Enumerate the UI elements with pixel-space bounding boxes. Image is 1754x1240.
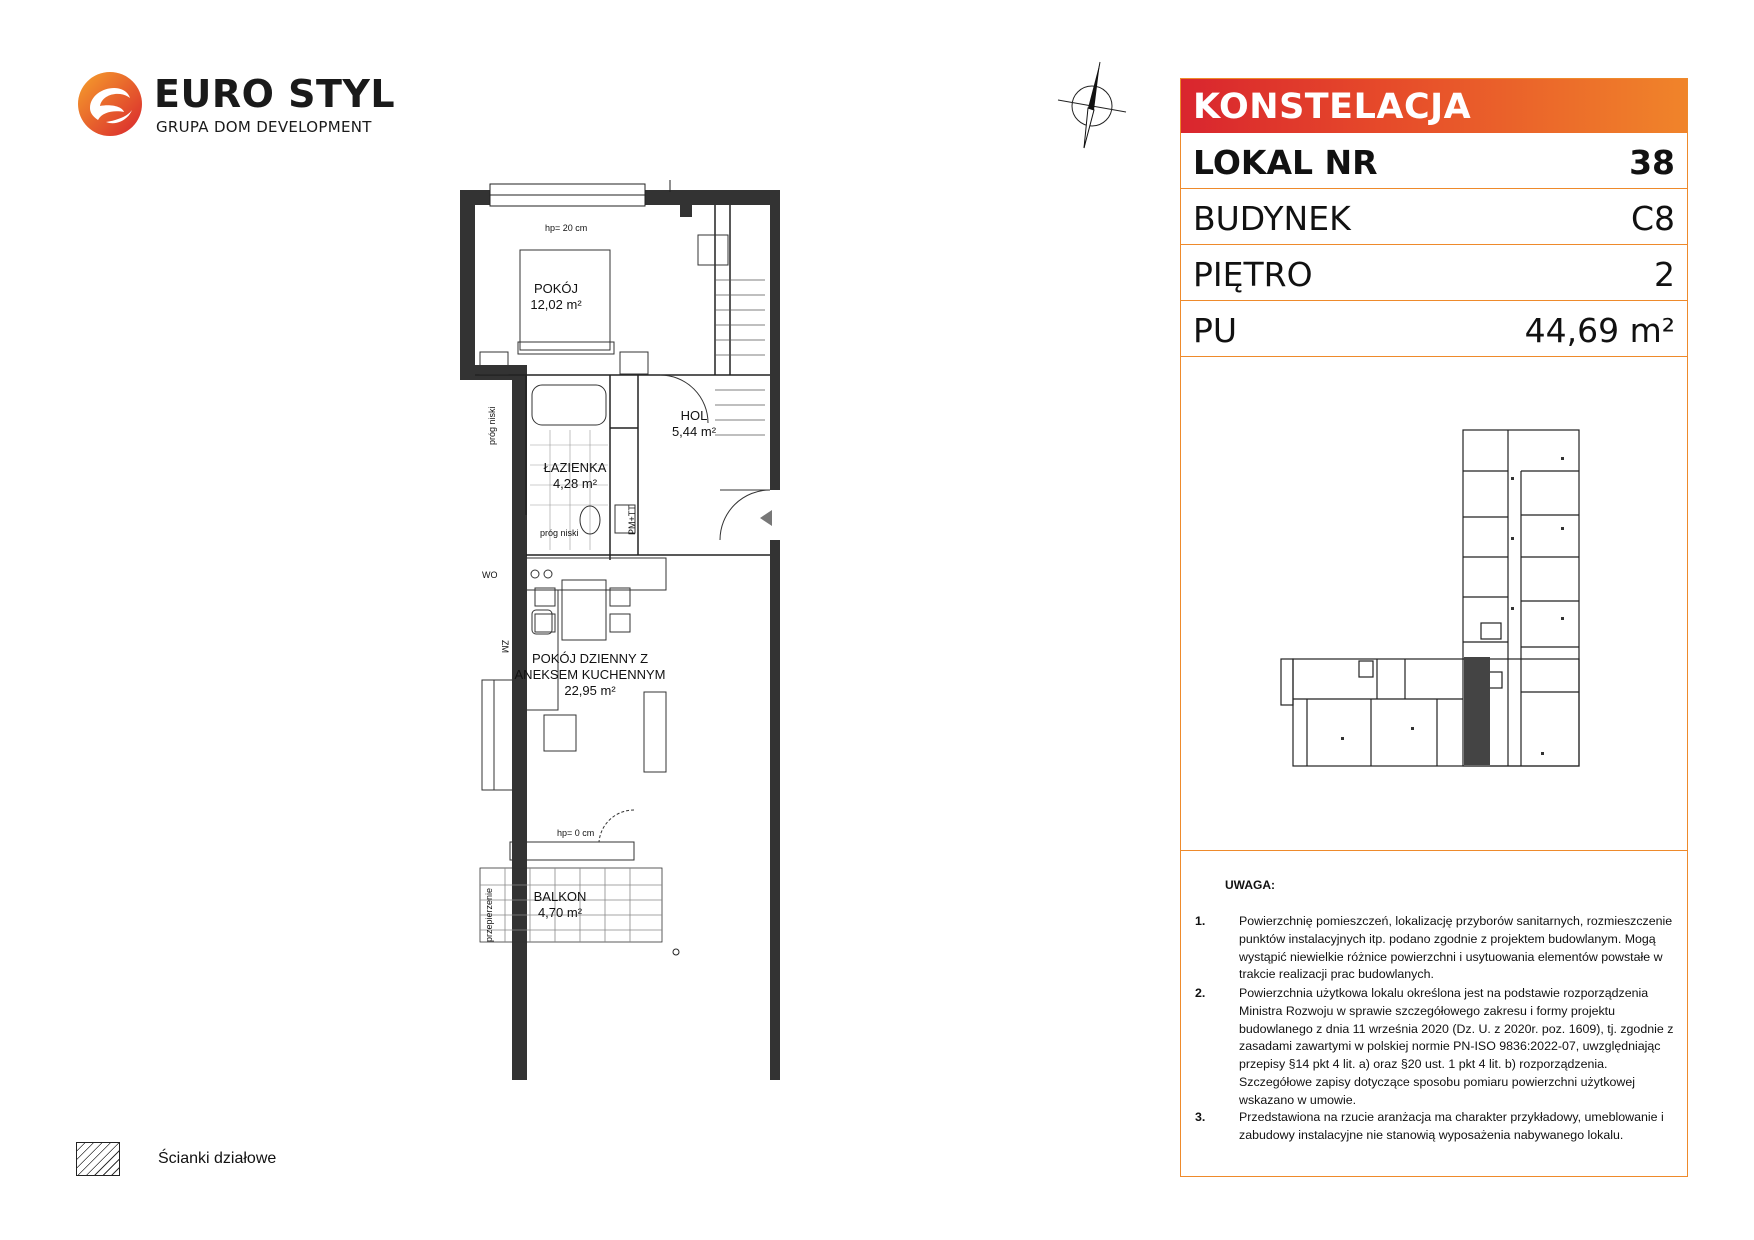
info-panel: KONSTELACJA LOKAL NR 38 BUDYNEK C8 PIĘTRO 2 PU 44,69 m² UWAGA: 1. Powierzchnię pomieszczeń, lokalizację przyborów sanitarnych, rozmieszczenie punktów instalacyjnych itp. podano zgodnie z projektem budowlanym. Mogą wystąpić niewielkie różnice powierzchni i usytuowania elementów powstałe w trakcie realizacji prac budowlanych. 2. Powierzchnia użytkowa lokalu określona jest na podstawie rozporządzenia Ministra Rozwoju w sprawie szczegółowego zakresu i formy projektu budowlanego z dnia 11 września 2020 (Dz. U. z 2020r. poz. 1609), tj. zgodnie z zasadami zawartymi w polskiej normie PN-ISO 9836:2022-07, uwzględniając przepisy §14 pkt 4 lit. a) oraz §20 ust. 1 pkt 4 lit. b) rozporządzenia. Szczegółowe zapisy dotyczące sposobu pomiaru powierzchni użytkowej wskazano w umowie. 3. Przedstawiona na rzucie aranżacja ma charakter przykładowy, umeblowanie i zabudowy instalacyjne nie stanowią wyposażenia nabywanego lokalu. [1180,78,1688,1177]
project-name: KONSTELACJA [1193,87,1472,127]
logo-brand: EURO STYL [154,72,396,116]
lazienka-area: 4,28 m² [552,476,598,491]
przepierzenie-label: przepierzenie [484,887,494,942]
hp-top-label: hp= 20 cm [545,223,588,233]
pietro-label: PIĘTRO [1193,255,1313,294]
walls [460,190,780,1080]
floor-plan [460,180,780,1080]
wo-label: WO [482,570,498,580]
legend-label: Ścianki działowe [158,1150,277,1167]
lokal-value: 38 [1629,143,1675,182]
building-key-plan [1181,357,1687,851]
pu-value: 44,69 m² [1524,311,1675,350]
lazienka-name: ŁAZIENKA [543,460,607,475]
balkon-name: BALKON [533,889,587,904]
info-row-pu [1181,301,1687,357]
info-row-budynek [1181,189,1687,245]
pokoj-name: POKÓJ [533,281,579,296]
panel-title-bar [1181,79,1687,133]
lokal-label: LOKAL NR [1193,143,1378,182]
hol-area: 5,44 m² [671,424,717,439]
dzienny-name-1: POKÓJ DZIENNY Z [531,651,649,666]
hp-bottom-label: hp= 0 cm [557,828,595,838]
budynek-label: BUDYNEK [1193,199,1351,238]
balkon-area: 4,70 m² [537,905,583,920]
notes-header: UWAGA: [1225,878,1275,892]
dzienny-area: 22,95 m² [564,683,616,698]
key-plan [1181,357,1687,851]
logo-subtitle: GRUPA DOM DEVELOPMENT [156,118,372,136]
prog-niski-1: próg niski [487,406,497,445]
compass-icon [1050,58,1130,150]
pietro-value: 2 [1654,255,1675,294]
info-row-lokal [1181,133,1687,189]
pokoj-area: 12,02 m² [530,297,582,312]
hol-name: HOL [680,408,708,423]
dzienny-name-2: ANEKSEM KUCHENNYM [514,667,666,682]
logo [76,70,396,140]
partition-wall-swatch [76,1142,120,1176]
pm-tt-label: PM+TT [627,505,637,535]
prog-niski-2: próg niski [540,528,579,538]
pu-label: PU [1193,311,1238,350]
budynek-value: C8 [1630,199,1675,238]
logo-mark-icon [76,70,144,138]
zm-label: ZM [500,640,510,653]
info-row-pietro [1181,245,1687,301]
